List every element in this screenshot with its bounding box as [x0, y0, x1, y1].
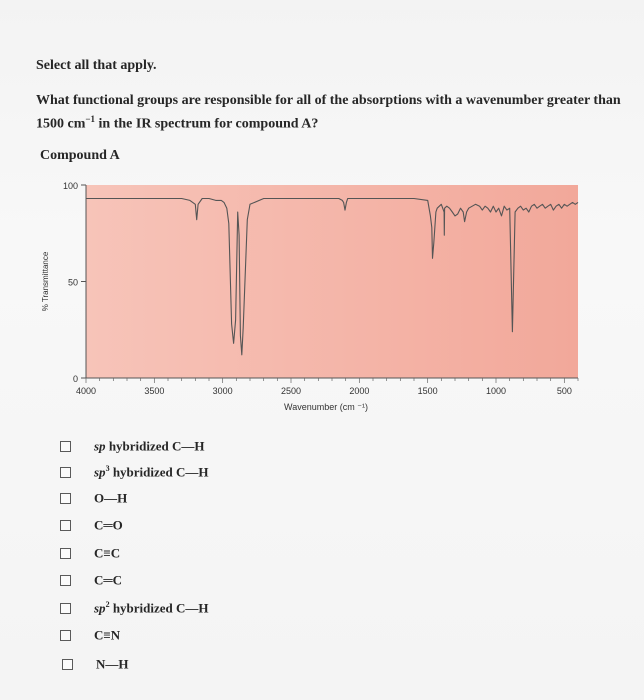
functional-group-text: hybridized C—H: [109, 464, 209, 480]
question-unit-exponent: −1: [85, 114, 96, 124]
answer-option-label: [94, 572, 122, 588]
x-tick-label: 1500: [417, 386, 438, 396]
answer-checkbox[interactable]: [62, 659, 73, 670]
answer-option-label: [94, 600, 209, 616]
y-tick-label: 50: [67, 277, 78, 288]
question-line-2-suffix: in the IR spectrum for compound A?: [95, 116, 319, 132]
ir-spectrum-svg: [40, 172, 620, 427]
answer-checkbox[interactable]: [60, 603, 71, 614]
answer-checkbox[interactable]: [60, 548, 71, 559]
functional-group-text: N—H: [96, 656, 129, 672]
answer-option-label: [94, 490, 127, 506]
x-tick-label: 2500: [280, 386, 302, 396]
answer-checkbox[interactable]: [60, 630, 71, 641]
functional-group-text: C═O: [94, 517, 123, 533]
compound-label: Compound A: [40, 148, 120, 163]
hybridization-prefix: sp: [94, 464, 106, 480]
answer-checkbox[interactable]: [60, 493, 71, 504]
y-axis-label: % Transmittance: [41, 251, 50, 312]
answer-checkbox[interactable]: [60, 467, 71, 478]
y-tick-label: 0: [72, 374, 78, 384]
ir-spectrum-chart: [40, 172, 620, 427]
answer-option-label: [94, 545, 120, 561]
question-line-2-prefix: 1500 cm: [36, 116, 86, 132]
hybridization-prefix: sp: [94, 600, 106, 616]
answer-option-label: [96, 656, 129, 672]
instruction-text: Select all that apply.: [36, 58, 157, 73]
question-line-1: What functional groups are responsible for all of the absorptions with a wavenumber greater than: [36, 93, 621, 108]
answer-checkbox[interactable]: [60, 520, 71, 531]
question-text: [36, 92, 640, 134]
x-tick-label: 500: [556, 386, 572, 396]
answer-option-label: [94, 464, 209, 480]
hybridization-superscript: 2: [105, 600, 110, 609]
x-tick-label: 4000: [75, 386, 97, 396]
answer-option-label: [94, 627, 120, 643]
x-tick-label: 3500: [144, 386, 165, 396]
x-tick-label: 2000: [349, 386, 370, 396]
hybridization-prefix: sp: [94, 438, 106, 454]
y-tick-label: 100: [62, 181, 78, 191]
x-axis-label: Wavenumber (cm ⁻¹): [284, 402, 368, 412]
answer-checkbox[interactable]: [60, 575, 71, 586]
x-tick-label: 3000: [212, 386, 233, 396]
x-tick-label: 1000: [485, 386, 507, 396]
functional-group-text: C═C: [94, 572, 122, 588]
functional-group-text: C≡N: [94, 627, 121, 643]
answer-checkbox[interactable]: [60, 441, 71, 452]
answer-option-label: [94, 438, 205, 454]
answer-option-label: [94, 517, 123, 533]
functional-group-text: O—H: [94, 490, 128, 506]
functional-group-text: C≡C: [94, 545, 121, 561]
hybridization-superscript: 3: [105, 464, 110, 473]
plot-area: [86, 185, 578, 378]
functional-group-text: hybridized C—H: [105, 438, 205, 454]
functional-group-text: hybridized C—H: [109, 600, 209, 616]
